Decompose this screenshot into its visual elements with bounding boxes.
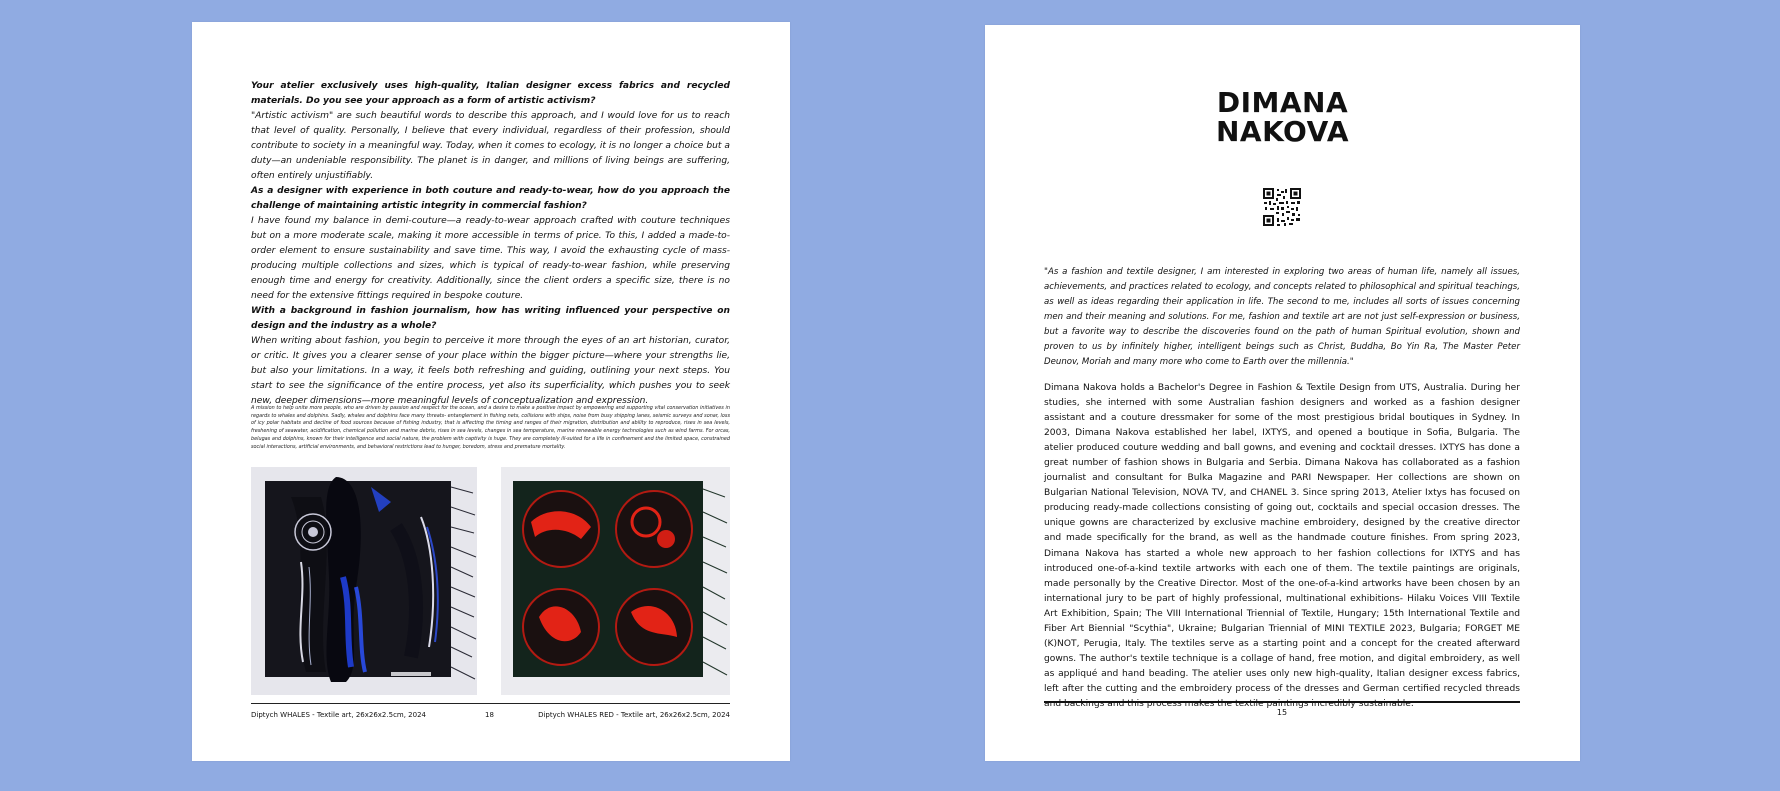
left-page-number: 18 bbox=[485, 711, 494, 719]
question-2: As a designer with experience in both couture and ready-to-wear, how do you approach the challenge of maintaining artistic integrity in commercial fashion? bbox=[251, 186, 730, 211]
artwork-whales-image bbox=[251, 467, 477, 695]
answer-3: When writing about fashion, you begin to perceive it more through the eyes of an art historian, curator, or critic. It gives you a clearer sense of your place within the bigger picture—where your strengths lie, but also your limitations. In a way, it feels both refreshing and guiding, outlining your next steps. You start to see the significance of the entire process, yet also its superficiality, which pushes you to seek new, deeper dimensions—more meaningful levels of conceptualization and expression. bbox=[251, 336, 730, 406]
answer-2: I have found my balance in demi-couture—a ready-to-wear approach crafted with couture techniques but on a more moderate scale, making it more accessible in terms of price. To this, I added a made-to-order element to ensure sustainability and save time. This way, I avoid the exhausting cycle of mass-producing multiple collections and sizes, which is typical of ready-to-wear fashion, while preserving enough time and energy for creativity. Additionally, since the client orders a specific size, there is no need for the extensive fittings required in bespoke couture. bbox=[251, 216, 730, 301]
designer-bio: Dimana Nakova holds a Bachelor's Degree in Fashion & Textile Design from UTS, Australia. During her studies, she interned with some Australian fashion designers and worked as a fashion designer assistant and a couture dressmaker for some of the most prestigious bridal boutiques in Sydney. In 2003, Dimana Nakova established her label, IXTYS, and opened a boutique in Sofia, Bulgaria. The atelier produced couture wedding and ball gowns, and evening and cocktail dresses. IXTYS has done a great number of fashion shows in Bulgaria and Serbia. Dimana Nakova has collaborated as a fashion journalist and consultant for Bulka Magazine and PARI Newspaper. Her collections are shown on Bulgarian National Television, NOVA TV, and CHANEL 3. Since spring 2013, Atelier Ixtys has focused on producing ready-made collections consisting of going out, cocktails and special occasion dresses. The unique gowns are characterized by exclusive machine embroidery, designed by the creative director and made specifically for the brand, as well as the handmade couture finishes. From spring 2023, Dimana Nakova has started a whole new approach to her fashion collections for IXTYS and has introduced one-of-a-kind textile artworks with each one of them. The textile paintings are originals, made personally by the Creative Director. Most of the one-of-a-kind artworks have been chosen by an international jury to be part of highly professional, multinational exhibitions- Hilaku Voices VIII Textile Art Exhibition, Spain; The VIII International Triennial of Textile, Hungary; 15th International Textile and Fiber Art Biennial "Scythia", Ukraine; Bulgarian Triennial of MINI TEXTILE 2023, Bulgaria; FORGET ME (K)NOT, Perugia, Italy. The textiles serve as a starting point and a concept for the created afterward gowns. The author's textile technique is a collage of hand, free motion, and digital embroidery, as well as appliqué and hand beading. The atelier uses only new high-quality, Italian designer excess fabrics, left after the cutting and the embroidery process of the dresses and German certified recycled threads and backings and this process makes the textile paintings incredibly sustainable. bbox=[1044, 383, 1520, 709]
whales-mission-text: A mission to help unite more people, who are driven by passion and respect for the ocean, and a desire to make a positive impact by empowering and supporting vital conservation initiatives in regards to whales and dolphins. Sadly, whales and dolphins face many threats- entanglement in fishing nets, collisions with ships, noise from busy shipping lanes, seismic surveys and sonar, loss of icy polar habitats and decline of food sources because of fishing industry, that is affecting the timing and ranges of their migration, distribution and ability to reproduce, rises in sea levels, freshening of seawater, acidification, chemical pollution and marine debris, rises in sea levels, changes in sea temperature, marine renewable energy technologies such as wind farms. For orcas, belugas and dolphins, known for their intelligence and social nature, the problem with captivity is huge. They are completely ill-suited for a life in confinement and the limited space, constrained social interactions, artificial environments, and behavioral restrictions lead to hunger, boredom, stress and premature mortality. bbox=[251, 405, 730, 450]
right-page-number: 15 bbox=[1276, 708, 1288, 717]
title-line-1: DIMANA bbox=[1216, 86, 1349, 119]
qr-code-icon bbox=[1263, 188, 1301, 226]
answer-1: "Artistic activism" are such beautiful words to describe this approach, and I would love for us to reach that level of quality. Personally, I believe that every individual, regardless of their profession, should contribute to society in a meaningful way. Today, when it comes to ecology, it is no longer a choice but a duty—an undeniable responsibility. The planet is in danger, and millions of living beings are suffering, often entirely unjustifiably. bbox=[251, 111, 730, 181]
title-line-2: NAKOVA bbox=[1215, 115, 1350, 148]
right-page bbox=[985, 25, 1580, 761]
caption-whales-red: Diptych WHALES RED - Textile art, 26x26x2.5cm, 2024 bbox=[538, 711, 730, 719]
artwork-whales bbox=[251, 467, 477, 695]
artwork-whales-red-image bbox=[501, 467, 730, 695]
page-title bbox=[985, 88, 1580, 146]
left-page bbox=[192, 22, 790, 761]
designer-quote: "As a fashion and textile designer, I am interested in exploring two areas of human life, namely all issues, achievements, and practices related to ecology, and concepts related to philosophical and spiritual teachings, as well as ideas regarding their application in life. The second to me, includes all sorts of issues concerning men and their meaning and solutions. For me, fashion and textile art are not just self-expression or business, but a favorite way to describe the discoveries found on the path of human Spiritual evolution, shown and proven to us by infinitely higher, intelligent beings such as Christ, Buddha, Bo Yin Ra, The Master Peter Deunov, Moriah and many more who come to Earth over the millennia." bbox=[1044, 267, 1520, 367]
question-1: Your atelier exclusively uses high-quality, Italian designer excess fabrics and recycled materials. Do you see your approach as a form of artistic activism? bbox=[251, 81, 730, 106]
right-page-footer bbox=[1044, 701, 1520, 717]
question-3: With a background in fashion journalism, how has writing influenced your perspective on design and the industry as a whole? bbox=[251, 306, 730, 331]
interview-text bbox=[251, 79, 730, 409]
left-page-footer bbox=[251, 703, 730, 719]
artwork-whales-red bbox=[501, 467, 730, 695]
caption-whales: Diptych WHALES - Textile art, 26x26x2.5cm, 2024 bbox=[251, 711, 426, 719]
